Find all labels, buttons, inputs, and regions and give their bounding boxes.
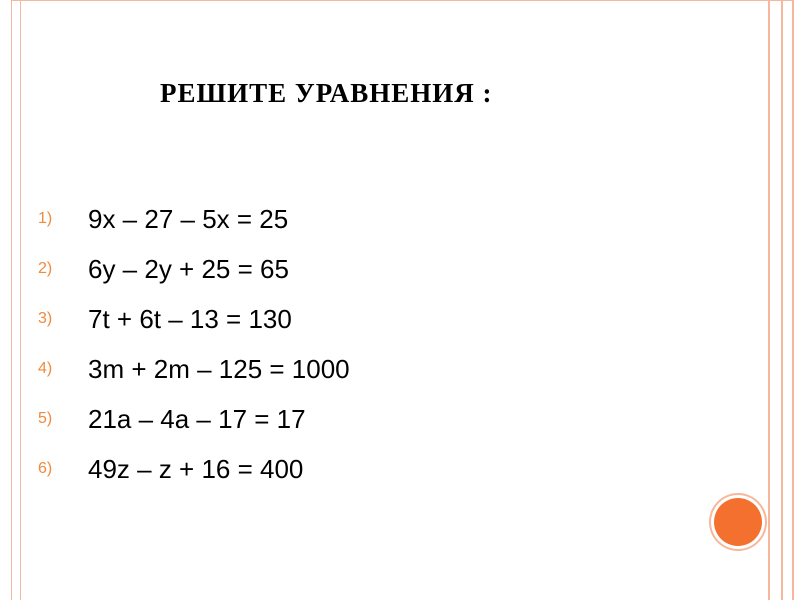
decorative-orange-circle-icon [714,498,762,546]
item-number: 4) [38,360,53,377]
frame-left-outer-line [11,0,12,600]
item-number: 6) [38,460,53,477]
frame-right-line-1 [768,0,770,600]
frame-right-line-2 [781,0,783,600]
slide-title: РЕШИТЕ УРАВНЕНИЯ : [160,78,493,108]
frame-top-line [11,0,794,1]
item-number: 5) [38,410,53,427]
equation-text: 6у – 2у + 25 = 65 [88,253,289,284]
equation-list [38,194,350,494]
frame-left-inner-line [20,0,21,600]
list-item [38,444,350,494]
list-item [38,244,350,294]
equation-text: 21a – 4a – 17 = 17 [88,403,306,434]
list-item [38,194,350,244]
equation-text: 3m + 2m – 125 = 1000 [88,353,350,384]
list-item [38,344,350,394]
item-number: 3) [38,310,53,327]
list-item [38,394,350,444]
list-item [38,294,350,344]
item-number: 2) [38,260,53,277]
frame-right-line-3 [792,0,794,600]
equation-text: 9х – 27 – 5х = 25 [88,203,289,234]
equation-text: 49z – z + 16 = 400 [88,453,304,484]
item-number: 1) [38,210,53,227]
equation-text: 7t + 6t – 13 = 130 [88,303,292,334]
